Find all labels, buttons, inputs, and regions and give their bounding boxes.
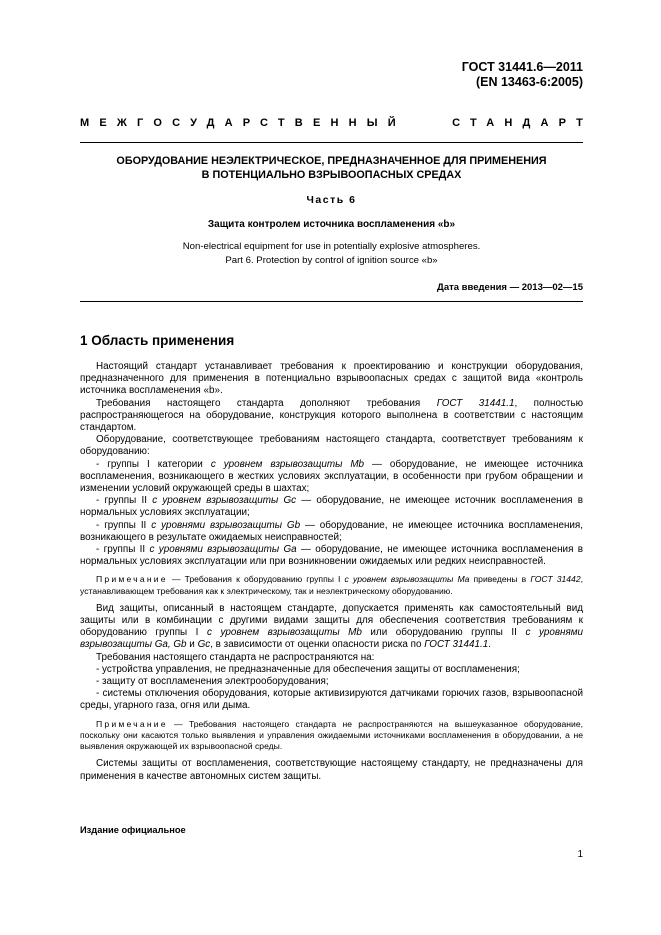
introduction-date: Дата введения — 2013—02—15: [437, 282, 583, 293]
section-body: [80, 361, 583, 783]
standard-word: СТАНДАРТ: [452, 117, 593, 129]
divider-top: [80, 142, 583, 143]
list-item: - группы II с уровнями взрывозащиты Gb — оборудование, не имеющее источника воспламенения, возникающего в результате ожидаемых неисправностей;: [80, 519, 583, 543]
section-heading: 1 Область применения: [80, 333, 235, 348]
list-item: - защиту от воспламенения электрооборудования;: [96, 676, 329, 688]
note-label: Примечание: [96, 574, 168, 585]
paragraph: Настоящий стандарт устанавливает требования к проектированию и конструкции оборудования, предназначенного для применения в потенциально взрывоопасных средах с защитой вида «контроль источника воспламенения «b».: [80, 361, 583, 397]
paragraph: Требования настоящего стандарта не распространяются на:: [96, 651, 375, 663]
en-code: (EN 13463-6:2005): [475, 75, 583, 89]
official-edition-label: Издание официальное: [80, 825, 186, 835]
standard-code-block: [283, 60, 583, 90]
page-number: 1: [577, 849, 583, 860]
english-title: [80, 240, 583, 267]
list-item: - группы I категории с уровнем взрывозащиты Mb — оборудование, не имеющее источника воспламенения, возникающего в жестких условиях эксплуатации, в особенности при грубом обращении и изменении условий окружающей среды в шахтах;: [80, 458, 583, 495]
title-line-2: В ПОТЕНЦИАЛЬНО ВЗРЫВООПАСНЫХ СРЕДАХ: [201, 169, 462, 181]
part-label: Часть 6: [306, 194, 357, 206]
list-item: - системы отключения оборудования, которые активизируются датчиками горючих газов, взрывоопасной среды, угарного газа, огня или дыма.: [80, 688, 583, 712]
note: Примечание — Требования настоящего стандарта не распространяются на вышеуказанное оборудование, поскольку они касаются только выявления и управления ожидаемыми источниками воспламенения в оборудовании, а не выявления окружающей их взрывоопасной среды.: [80, 718, 583, 752]
interstate-standard-banner: [80, 117, 593, 129]
paragraph: Оборудование, соответствующее требованиям настоящего стандарта, соответствует требованиям к оборудованию:: [80, 434, 583, 458]
title-line-1: ОБОРУДОВАНИЕ НЕЭЛЕКТРИЧЕСКОЕ, ПРЕДНАЗНАЧЕННОЕ ДЛЯ ПРИМЕНЕНИЯ: [116, 155, 547, 167]
english-title-line-1: Non-electrical equipment for use in potentially explosive atmospheres.: [182, 241, 481, 252]
reference: ГОСТ 31442: [530, 574, 581, 585]
list-item: - устройства управления, не предназначенные для обеспечения защиты от воспламенения;: [96, 663, 520, 675]
document-title: [80, 154, 583, 182]
list-item: - группы II с уровнем взрывозащиты Gc — оборудование, не имеющее источник воспламенения в нормальных условиях эксплуатации;: [80, 495, 583, 519]
list-item: - группы II с уровнями взрывозащиты Ga — оборудование, не имеющее источника воспламенения в нормальных условиях эксплуатации или при возникновении ожидаемых или редких неисправностей.: [80, 544, 583, 568]
paragraph: Системы защиты от воспламенения, соответствующие настоящему стандарту, не предназначены для применения в качестве автономных систем защиты.: [80, 758, 583, 782]
note: Примечание — Требования к оборудованию группы I с уровнем взрывозащиты Ma приведены в ГОСТ 31442, устанавливающем требования как к электрическому, так и неэлектрическому оборудованию.: [80, 574, 583, 596]
english-title-line-2: Part 6. Protection by control of ignition source «b»: [225, 254, 438, 266]
note-label: Примечание: [96, 718, 168, 729]
gost-code: ГОСТ 31441.6—2011: [461, 60, 583, 74]
paragraph: Вид защиты, описанный в настоящем стандарте, допускается применять как самостоятельный вид защиты или в комбинации с другими видами защиты для обеспечения соответствия требованиям к оборудованию группы I с уровнем взрывозащиты Mb или оборудованию группы II с уровнями взрывозащиты Ga, Gb и Gc, в зависимости от оценки опасности риска по ГОСТ 31441.1.: [80, 602, 583, 651]
divider-bottom: [80, 301, 583, 302]
paragraph: Требования настоящего стандарта дополняют требования ГОСТ 31441.1, полностью распространяющегося на оборудование, конструкция которого выполнена в соответствии с настоящим стандартом.: [80, 397, 583, 434]
reference: ГОСТ 31441.1: [424, 639, 489, 651]
reference: ГОСТ 31441.1: [436, 397, 515, 409]
part-subtitle: Защита контролем источника воспламенения «b»: [207, 219, 456, 230]
interstate-word: МЕЖГОСУДАРСТВЕННЫЙ: [80, 117, 406, 129]
